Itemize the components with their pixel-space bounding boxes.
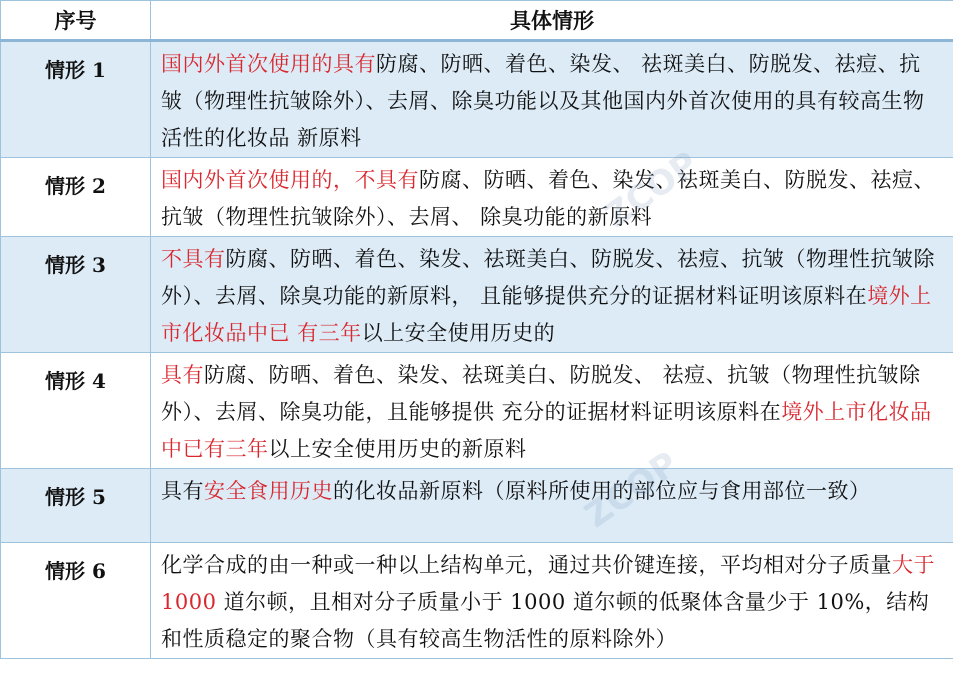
highlighted-text: 安全食用历史 xyxy=(204,479,333,503)
row-description xyxy=(151,469,953,543)
description-text: 防腐、防晒、着色、染发、祛斑美白、防脱发、祛痘、抗皱（物理性抗皱除外）、去屑、除臭功能的新原料， 且能够提供充分的证据材料证明该原料在 xyxy=(161,247,935,308)
row-description xyxy=(151,158,953,237)
description-text: 以上安全使用历史的新原料 xyxy=(268,437,527,461)
header-seq: 序号 xyxy=(1,1,151,41)
description-text: 防腐、防晒、着色、染发、祛斑美白、防脱发、 祛痘、抗皱（物理性抗皱除外）、去屑、除臭功能，且能够提供 充分的证据材料证明该原料在 xyxy=(161,363,921,424)
row-description xyxy=(151,237,953,353)
row-label: 情形 5 xyxy=(1,469,151,543)
description-text: 的化妆品新原料（原料所使用的部位应与食用部位一致） xyxy=(333,479,871,503)
table-header-row xyxy=(1,1,953,41)
row-label: 情形 2 xyxy=(1,158,151,237)
description-text: 道尔顿，且相对分子质量小于 1000 道尔顿的低聚体含量少于 10%，结构和性质稳定的聚合物（具有较高生物活性的原料除外） xyxy=(161,590,930,651)
table-row xyxy=(1,41,953,158)
row-label: 情形 3 xyxy=(1,237,151,353)
row-label: 情形 1 xyxy=(1,41,151,158)
description-text: 防腐、防晒、着色、染发、祛斑美白、防脱发、祛痘、抗皱（物理性抗皱除外）、去屑、 除臭功能的新原料 xyxy=(161,168,935,229)
highlighted-text: 国内外首次使用的，不具有 xyxy=(161,168,419,192)
table-row xyxy=(1,158,953,237)
watermark-logo: ZCOP xyxy=(597,143,706,237)
table-row xyxy=(1,469,953,543)
table-row xyxy=(1,543,953,659)
highlighted-text: 不具有 xyxy=(161,247,226,271)
description-text: 具有 xyxy=(161,479,204,503)
highlighted-text: 大于 1000 xyxy=(161,553,935,614)
table-body xyxy=(1,41,953,659)
highlighted-text: 境外上市化妆品中已 有三年 xyxy=(161,284,932,345)
highlighted-text: 具有 xyxy=(161,363,204,387)
highlighted-text: 国内外首次使用的具有 xyxy=(161,52,376,76)
row-description xyxy=(151,543,953,659)
description-text: 以上安全使用历史的 xyxy=(361,321,556,345)
row-description xyxy=(151,41,953,158)
highlighted-text: 境外上市化妆品中已有三年 xyxy=(161,400,932,461)
row-label: 情形 6 xyxy=(1,543,151,659)
row-description xyxy=(151,353,953,469)
header-situation: 具体情形 xyxy=(151,1,953,41)
table-row xyxy=(1,353,953,469)
row-label: 情形 4 xyxy=(1,353,151,469)
description-text: 化学合成的由一种或一种以上结构单元，通过共价键连接，平均相对分子质量 xyxy=(161,553,892,577)
description-text: 防腐、防晒、着色、染发、 祛斑美白、防脱发、祛痘、抗皱（物理性抗皱除外）、去屑、除臭功能以及其他国内外首次使用的具有较高生物活性的化妆品 新原料 xyxy=(161,52,925,150)
table-row xyxy=(1,237,953,353)
